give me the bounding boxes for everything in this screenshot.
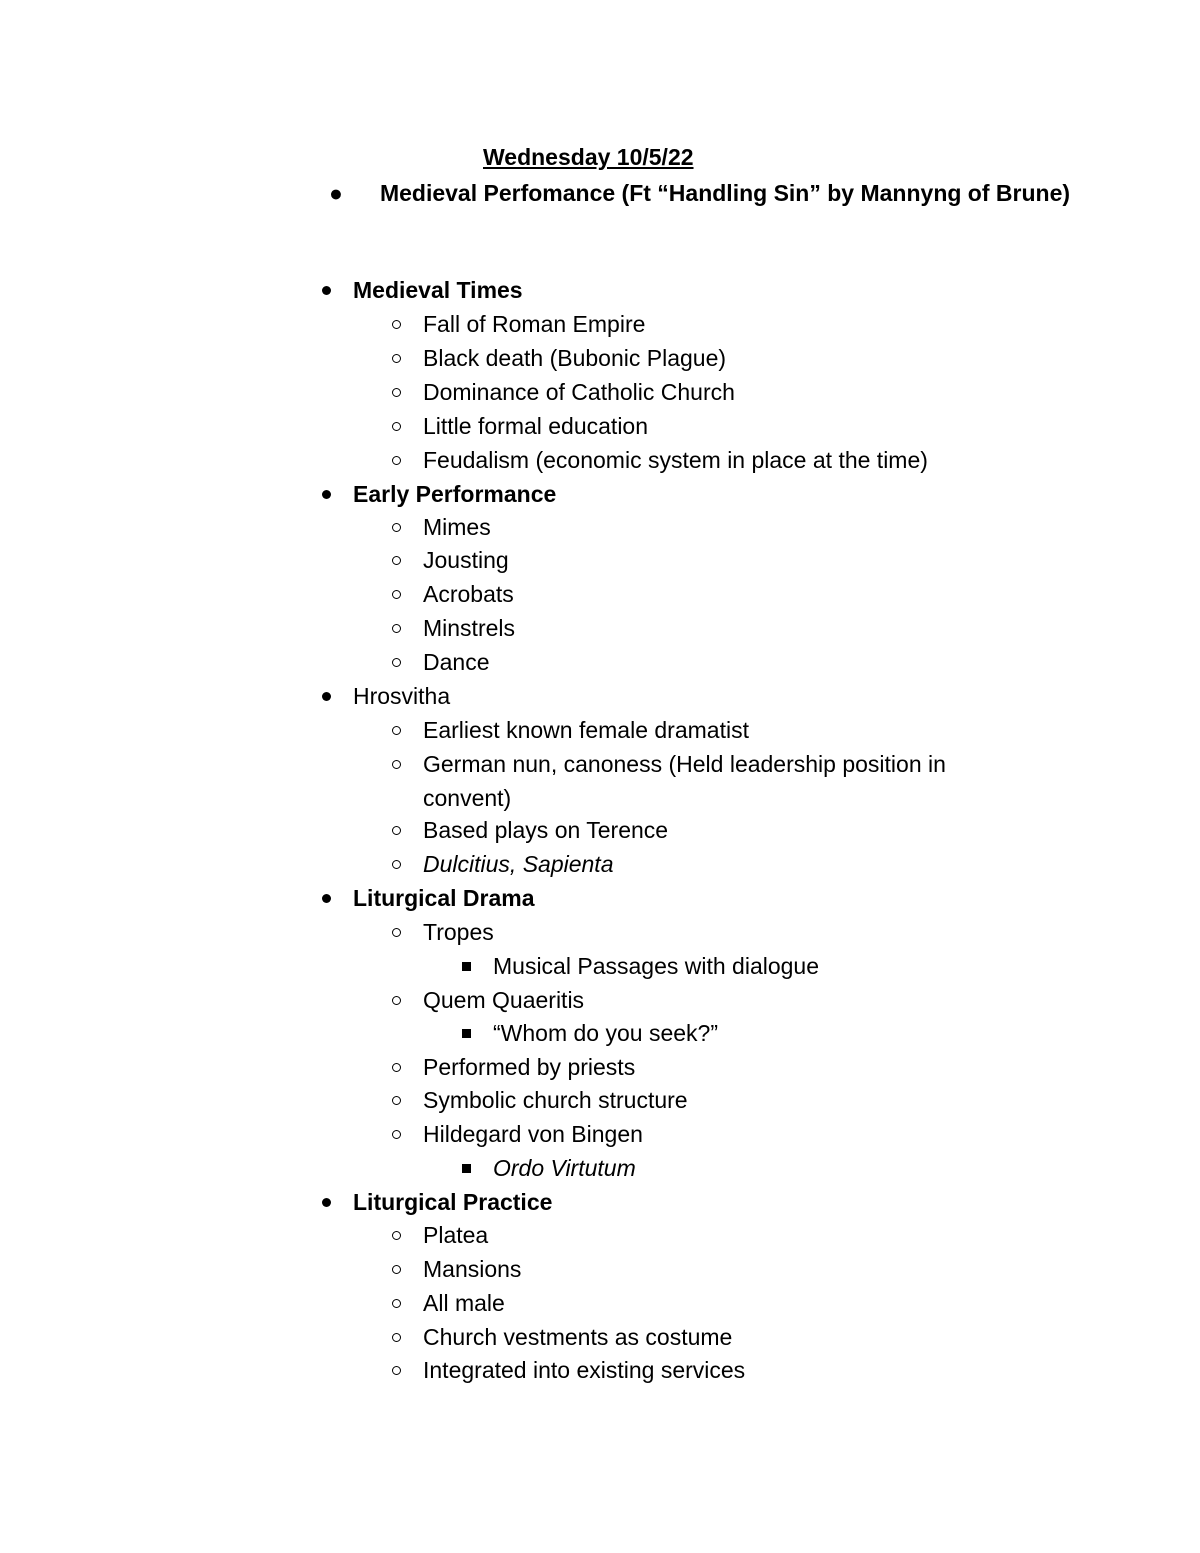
list-item xyxy=(387,443,928,477)
list-item-text: Platea xyxy=(423,1222,489,1248)
list-item-text: Church vestments as costume xyxy=(423,1324,733,1350)
list-item-text: Little formal education xyxy=(423,413,649,439)
list-item-text: Based plays on Terence xyxy=(423,817,669,843)
list-item xyxy=(387,1252,521,1286)
heading-text: Liturgical Practice xyxy=(353,1189,553,1215)
list-item-text: Black death (Bubonic Plague) xyxy=(423,345,727,371)
list-item xyxy=(387,1286,505,1320)
list-item xyxy=(387,1218,488,1252)
list-item xyxy=(387,713,749,747)
list-item xyxy=(387,409,648,443)
section-heading-early-performance xyxy=(317,477,556,511)
list-item xyxy=(387,983,584,1017)
list-item xyxy=(457,1151,636,1185)
list-item xyxy=(387,1050,635,1084)
list-item-text: Acrobats xyxy=(423,581,514,607)
list-item xyxy=(387,1353,745,1387)
list-item-text: Mimes xyxy=(423,514,491,540)
heading-text: Liturgical Drama xyxy=(353,885,535,911)
list-item xyxy=(387,645,489,679)
heading-text: Hrosvitha xyxy=(353,683,451,709)
heading-text: Medieval Times xyxy=(353,277,523,303)
list-item-text: Mansions xyxy=(423,1256,522,1282)
section-heading-hrosvitha xyxy=(317,679,450,713)
list-item xyxy=(387,307,645,341)
list-item-text: Jousting xyxy=(423,547,509,573)
list-item xyxy=(387,915,494,949)
list-item-text: Integrated into existing services xyxy=(423,1357,746,1383)
subtitle-text: Medieval Perfomance (Ft “Handling Sin” by Mannyng of Brune) xyxy=(379,180,1071,206)
list-item-text: Hildegard von Bingen xyxy=(423,1121,643,1147)
list-item-text: Dulcitius, Sapienta xyxy=(423,851,614,877)
section-heading-medieval-times xyxy=(317,273,523,307)
disc-bullet-icon: ● xyxy=(329,180,343,206)
list-item-text: Quem Quaeritis xyxy=(423,987,585,1013)
list-item-text: All male xyxy=(423,1290,505,1316)
list-item xyxy=(387,510,491,544)
heading-text: Early Performance xyxy=(353,481,557,507)
list-item-text: Feudalism (economic system in place at the time) xyxy=(423,447,928,473)
list-item xyxy=(387,543,509,577)
list-item xyxy=(457,949,819,983)
list-item-text: “Whom do you seek?” xyxy=(493,1020,718,1046)
list-item xyxy=(387,847,614,881)
list-item xyxy=(387,1117,643,1151)
list-item xyxy=(387,813,668,847)
section-heading-liturgical-drama xyxy=(317,881,535,915)
list-item xyxy=(387,577,514,611)
list-item xyxy=(387,341,726,375)
page-title: Wednesday 10/5/22 xyxy=(483,144,694,170)
list-item-text: Dominance of Catholic Church xyxy=(423,379,735,405)
list-item xyxy=(387,1083,688,1117)
list-item-text: Ordo Virtutum xyxy=(493,1155,636,1181)
list-item-text: Musical Passages with dialogue xyxy=(493,953,820,979)
lecture-subtitle xyxy=(326,176,1086,210)
list-item-text: Minstrels xyxy=(423,615,516,641)
list-item-text: Earliest known female dramatist xyxy=(423,717,749,743)
list-item-text: German nun, canoness (Held leadership position in convent) xyxy=(423,751,946,811)
list-item xyxy=(457,1016,718,1050)
list-item-text: Dance xyxy=(423,649,490,675)
list-item xyxy=(387,747,1003,815)
list-item-text: Symbolic church structure xyxy=(423,1087,688,1113)
list-item-text: Tropes xyxy=(423,919,494,945)
list-item-text: Performed by priests xyxy=(423,1054,636,1080)
list-item xyxy=(387,611,515,645)
list-item xyxy=(387,375,735,409)
list-item xyxy=(387,1320,732,1354)
section-heading-liturgical-practice xyxy=(317,1185,552,1219)
list-item-text: Fall of Roman Empire xyxy=(423,311,646,337)
